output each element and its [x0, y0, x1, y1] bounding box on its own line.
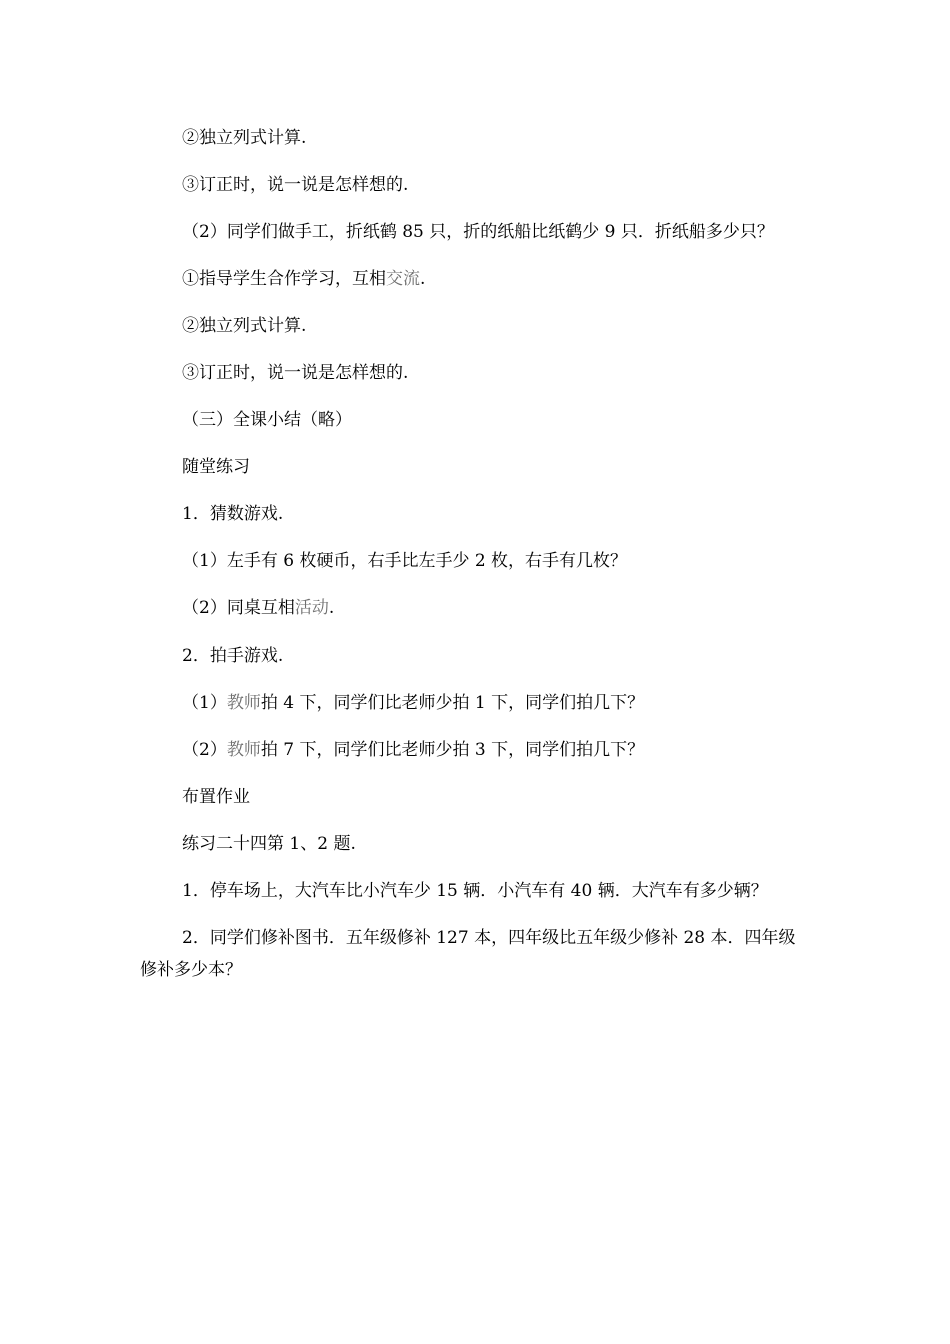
problem-paper-crane: （2）同学们做手工，折纸鹤 85 只，折的纸船比纸鹤少 9 只．折纸船多少只？	[182, 222, 774, 242]
problem-coins: （1）左手有 6 枚硬币，右手比左手少 2 枚，右手有几枚？	[182, 551, 628, 571]
step-desk-mate-activity	[182, 597, 334, 619]
text-segment: （1）	[182, 693, 227, 713]
problem-clap-1	[182, 692, 644, 714]
section-summary: （三）全课小结（略）	[182, 410, 352, 430]
text-segment: .	[420, 269, 426, 289]
text-segment: 拍 4 下，同学们比老师少拍 1 下，同学们拍几下？	[260, 693, 645, 713]
text-segment: （2）	[182, 740, 227, 760]
game-clapping: 2．拍手游戏.	[182, 646, 284, 666]
problem-clap-2	[182, 739, 644, 761]
step-cooperative-learning	[182, 268, 425, 290]
text-segment: ①指导学生合作学习，互相	[182, 269, 386, 289]
text-segment: 拍 7 下，同学们比老师少拍 3 下，同学们拍几下？	[260, 740, 645, 760]
step-independent-calc-2: ②独立列式计算.	[182, 316, 307, 336]
highlighted-term: 教师	[226, 740, 261, 760]
homework-problem-1: 1．停车场上，大汽车比小汽车少 15 辆．小汽车有 40 辆．大汽车有多少辆？	[182, 881, 768, 901]
game-guess-number: 1．猜数游戏.	[182, 504, 284, 524]
highlighted-term: 交流	[386, 269, 420, 289]
text-segment: （2）同桌互相	[182, 598, 295, 618]
homework-problem-2: 2．同学们修补图书．五年级修补 127 本，四年级比五年级少修补 28 本．四年级修补多少本？	[140, 928, 796, 980]
text-segment: .	[328, 598, 335, 618]
homework-reference: 练习二十四第 1、2 题.	[182, 834, 356, 854]
highlighted-term: 活动	[294, 598, 329, 618]
heading-homework: 布置作业	[182, 787, 250, 807]
step-correction-2: ③订正时，说一说是怎样想的.	[182, 363, 409, 383]
step-correction: ③订正时，说一说是怎样想的.	[182, 175, 409, 195]
highlighted-term: 教师	[226, 693, 261, 713]
heading-practice: 随堂练习	[182, 457, 250, 477]
step-independent-calc: ②独立列式计算.	[182, 128, 307, 148]
